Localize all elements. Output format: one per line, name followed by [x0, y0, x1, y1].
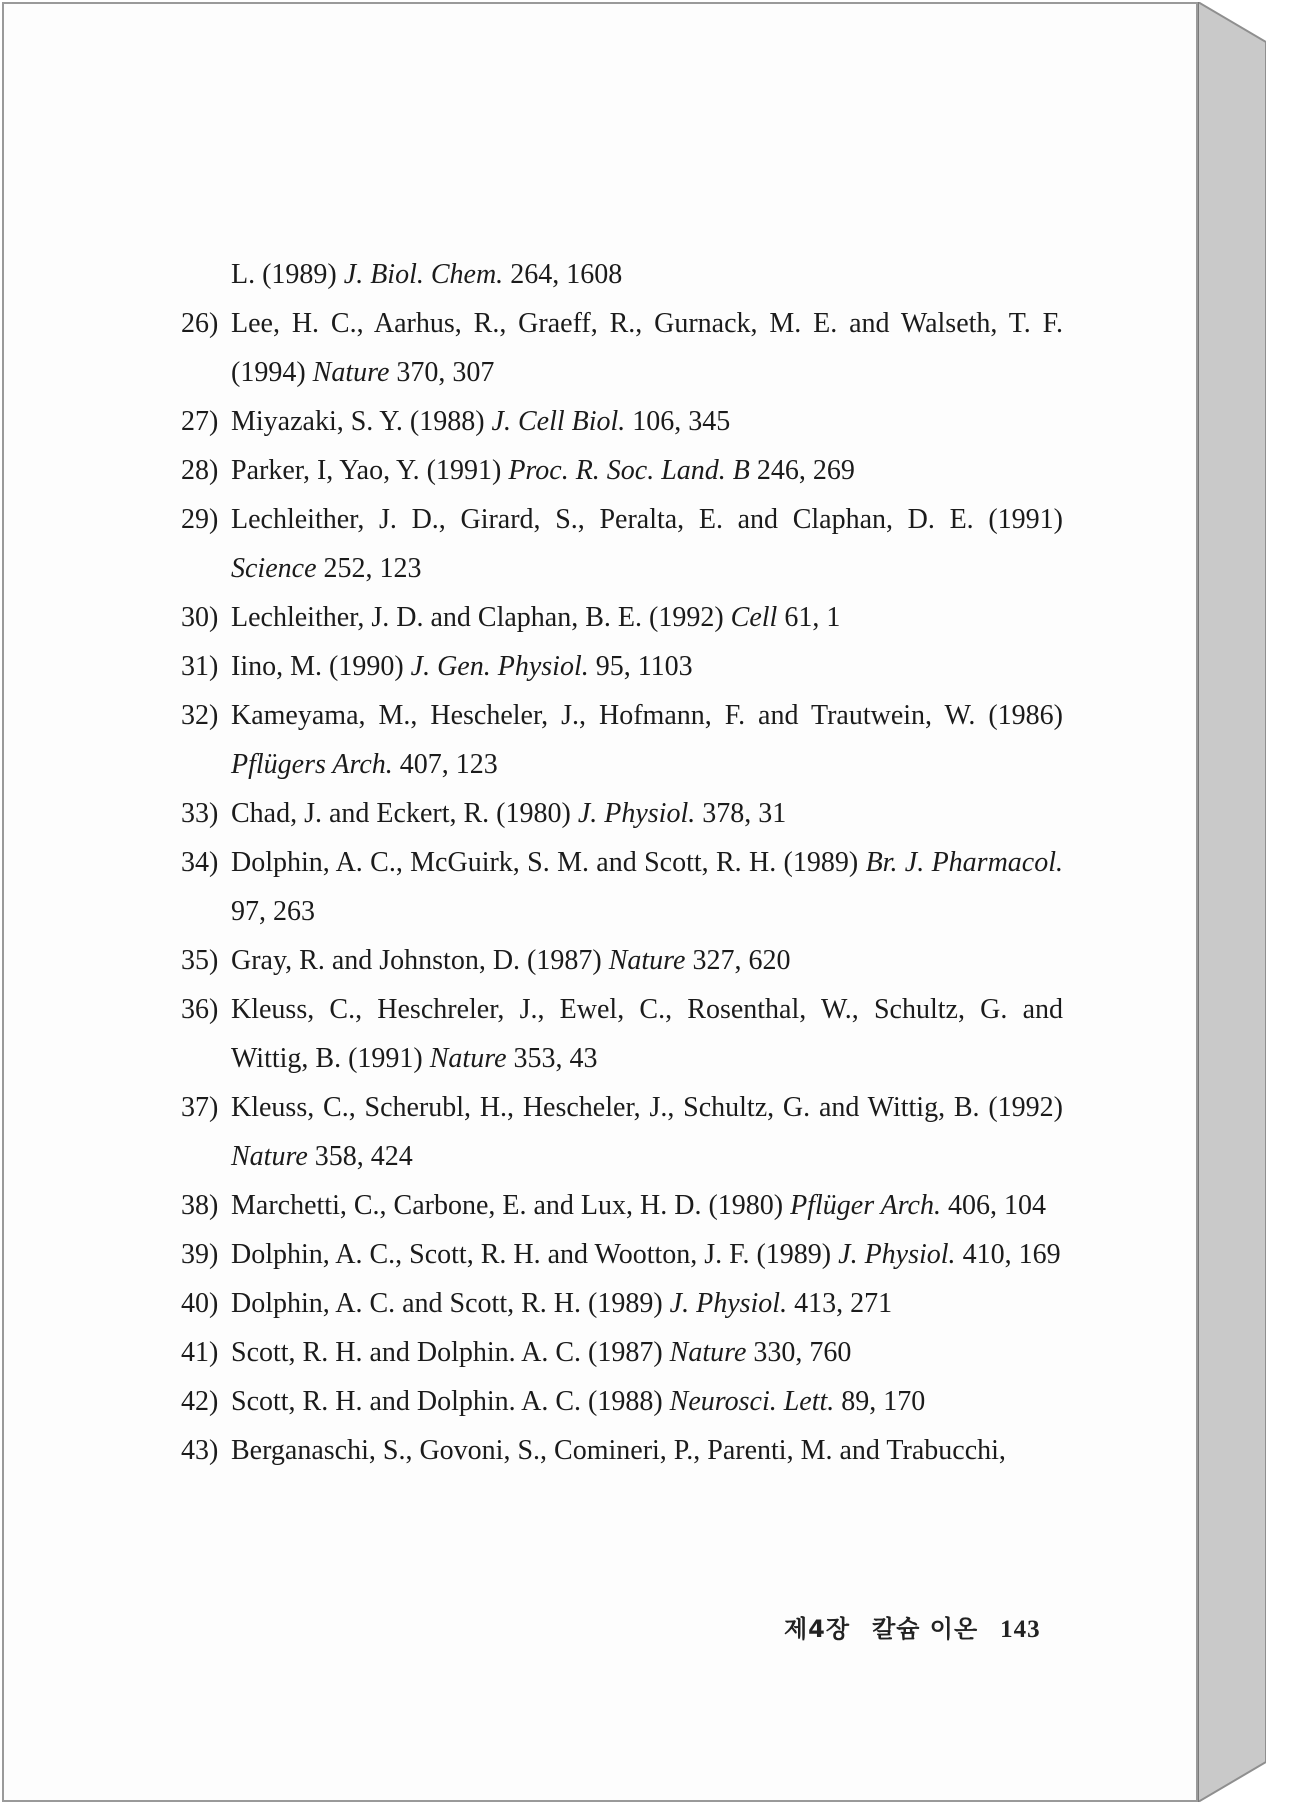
reference-segment: Kleuss, C., Scherubl, H., Hescheler, J., Schultz, G. and Wittig, B. (1992) — [231, 1092, 1063, 1123]
reference-segment: Lee, H. C., Aarhus, R., Graeff, R., Gurnack, M. E. and Walseth, T. F. (1994) — [231, 308, 1063, 388]
reference-segment: 61, 1 — [777, 602, 841, 633]
reference-text — [231, 1328, 1063, 1377]
page-edge-shadow — [1198, 2, 1266, 1802]
reference-segment: 327, 620 — [685, 945, 791, 976]
reference-segment: Lechleither, J. D. and Claphan, B. E. (1992) — [231, 602, 731, 633]
reference-text — [231, 936, 1063, 985]
journal-name: J. Physiol. — [838, 1239, 956, 1270]
reference-segment: Lechleither, J. D., Girard, S., Peralta, E. and Claphan, D. E. (1991) — [231, 504, 1063, 535]
reference-number: 42) — [181, 1386, 219, 1417]
reference-segment: 89, 170 — [834, 1386, 926, 1417]
reference-segment: Dolphin, A. C., McGuirk, S. M. and Scott, R. H. (1989) — [231, 847, 866, 878]
reference-number: 34) — [181, 847, 219, 878]
reference-segment: Gray, R. and Johnston, D. (1987) — [231, 945, 609, 976]
journal-name: Neurosci. Lett. — [669, 1386, 835, 1417]
reference-item — [179, 1181, 1063, 1230]
reference-text — [231, 1181, 1063, 1230]
reference-item — [179, 1279, 1063, 1328]
reference-text — [231, 642, 1063, 691]
reference-text — [231, 299, 1063, 397]
reference-segment: L. (1989) — [231, 259, 344, 290]
reference-item — [179, 593, 1063, 642]
reference-text — [231, 593, 1063, 642]
reference-text — [231, 1279, 1063, 1328]
journal-name: Nature — [429, 1043, 507, 1074]
journal-name: Nature — [608, 945, 686, 976]
reference-segment: 95, 1103 — [588, 651, 693, 682]
reference-segment: 264, 1608 — [503, 259, 623, 290]
reference-segment: Miyazaki, S. Y. (1988) — [231, 406, 492, 437]
reference-segment: 106, 345 — [625, 406, 731, 437]
reference-segment: 353, 43 — [506, 1043, 598, 1074]
document-page — [2, 2, 1198, 1802]
reference-text — [231, 1426, 1063, 1475]
reference-segment: Dolphin, A. C. and Scott, R. H. (1989) — [231, 1288, 670, 1319]
reference-text — [231, 691, 1063, 789]
reference-number: 27) — [181, 406, 219, 437]
reference-item — [179, 1083, 1063, 1181]
journal-name: Pflügers Arch. — [231, 749, 393, 780]
journal-name: Science — [231, 553, 317, 584]
reference-text — [231, 446, 1063, 495]
journal-name: J. Cell Biol. — [491, 406, 626, 437]
reference-text — [231, 789, 1063, 838]
reference-segment: 97, 263 — [231, 896, 315, 927]
reference-text — [231, 1377, 1063, 1426]
journal-name: Nature — [231, 1141, 308, 1172]
reference-item — [179, 1230, 1063, 1279]
reference-segment: 330, 760 — [746, 1337, 852, 1368]
reference-segment: Scott, R. H. and Dolphin. A. C. (1987) — [231, 1337, 670, 1368]
reference-item — [179, 789, 1063, 838]
reference-number: 37) — [181, 1092, 219, 1123]
chapter-label: 제4장 — [784, 1615, 851, 1643]
reference-list — [179, 250, 1063, 1475]
reference-item — [179, 446, 1063, 495]
reference-item — [179, 642, 1063, 691]
reference-text — [231, 838, 1063, 936]
reference-text — [231, 397, 1063, 446]
page-number: 143 — [1000, 1616, 1041, 1643]
reference-number: 38) — [181, 1190, 219, 1221]
journal-name: J. Gen. Physiol. — [410, 651, 589, 682]
reference-item — [179, 250, 1063, 299]
reference-item — [179, 495, 1063, 593]
reference-text — [231, 250, 1063, 299]
reference-text — [231, 1230, 1063, 1279]
reference-text — [231, 495, 1063, 593]
reference-segment: Marchetti, C., Carbone, E. and Lux, H. D. (1980) — [231, 1190, 791, 1221]
reference-item — [179, 1377, 1063, 1426]
reference-item — [179, 985, 1063, 1083]
journal-name: Proc. R. Soc. Land. B — [508, 455, 750, 486]
journal-name: Nature — [312, 357, 390, 388]
reference-item — [179, 691, 1063, 789]
reference-number: 30) — [181, 602, 219, 633]
reference-segment: Scott, R. H. and Dolphin. A. C. (1988) — [231, 1386, 670, 1417]
reference-text — [231, 985, 1063, 1083]
reference-number: 41) — [181, 1337, 219, 1368]
reference-number: 26) — [181, 308, 219, 339]
reference-item — [179, 299, 1063, 397]
reference-segment: 370, 307 — [389, 357, 495, 388]
reference-number: 28) — [181, 455, 219, 486]
reference-segment: 246, 269 — [749, 455, 855, 486]
journal-name: J. Biol. Chem. — [343, 259, 504, 290]
reference-segment: Berganaschi, S., Govoni, S., Comineri, P., Parenti, M. and Trabucchi, — [231, 1435, 1006, 1466]
reference-number: 36) — [181, 994, 219, 1025]
reference-item — [179, 1328, 1063, 1377]
journal-name: Cell — [730, 602, 778, 633]
journal-name: J. Physiol. — [669, 1288, 788, 1319]
journal-name: J. Physiol. — [577, 798, 696, 829]
reference-number: 40) — [181, 1288, 219, 1319]
reference-segment: Chad, J. and Eckert, R. (1980) — [231, 798, 578, 829]
reference-segment: Parker, I, Yao, Y. (1991) — [231, 455, 509, 486]
reference-segment: Dolphin, A. C., Scott, R. H. and Wootton, J. F. (1989) — [231, 1239, 839, 1270]
reference-number: 33) — [181, 798, 219, 829]
reference-segment: Kleuss, C., Heschreler, J., Ewel, C., Rosenthal, W., Schultz, G. and Wittig, B. (1991) — [231, 994, 1063, 1074]
reference-number: 39) — [181, 1239, 219, 1270]
page-footer — [784, 1609, 1041, 1644]
reference-segment: 407, 123 — [392, 749, 498, 780]
journal-name: Br. J. Pharmacol. — [865, 847, 1063, 878]
reference-segment: 413, 271 — [787, 1288, 893, 1319]
reference-segment: 378, 31 — [695, 798, 787, 829]
journal-name: Pflüger Arch. — [790, 1190, 941, 1221]
reference-segment: 406, 104 — [940, 1190, 1046, 1221]
reference-item — [179, 397, 1063, 446]
reference-segment: 252, 123 — [316, 553, 422, 584]
reference-item — [179, 936, 1063, 985]
reference-item — [179, 1426, 1063, 1475]
reference-segment: Iino, M. (1990) — [231, 651, 411, 682]
reference-number: 35) — [181, 945, 219, 976]
reference-number: 32) — [181, 700, 219, 731]
reference-segment: 358, 424 — [307, 1141, 413, 1172]
journal-name: Nature — [669, 1337, 747, 1368]
reference-number: 31) — [181, 651, 219, 682]
reference-number: 43) — [181, 1435, 219, 1466]
chapter-title: 칼슘 이온 — [872, 1615, 979, 1643]
reference-number: 29) — [181, 504, 219, 535]
reference-text — [231, 1083, 1063, 1181]
reference-segment: 410, 169 — [955, 1239, 1061, 1270]
reference-segment: Kameyama, M., Hescheler, J., Hofmann, F. and Trautwein, W. (1986) — [231, 700, 1063, 731]
reference-item — [179, 838, 1063, 936]
